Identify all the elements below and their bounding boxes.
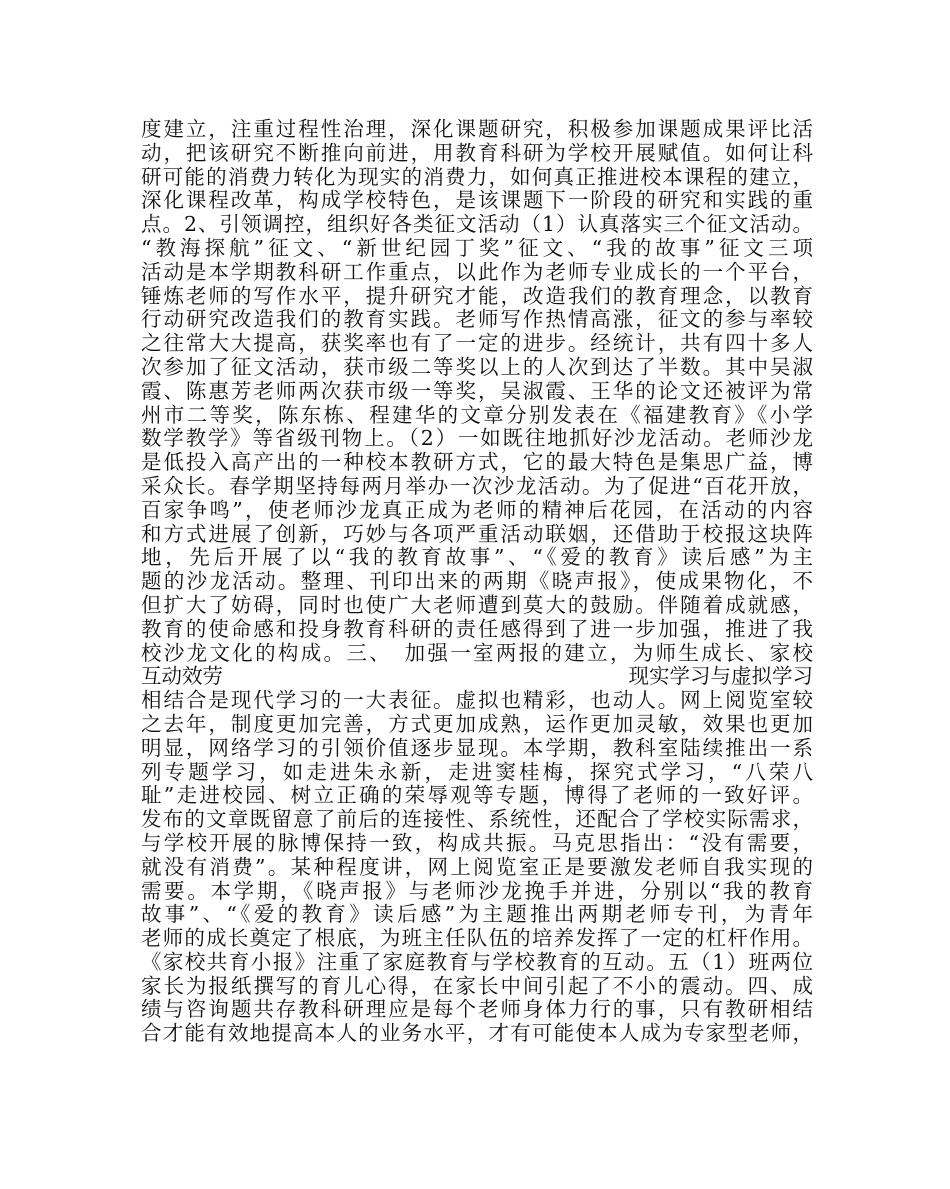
text-line: 行动研究改造我们的教育实践。老师写作热情高涨，征文的参与率较 [141, 307, 813, 332]
text-line: 列专题学习，如走进朱永新，走进窦桂梅，探究式学习，“八荣八 [141, 759, 813, 784]
text-line: 州市二等奖，陈东栋、程建华的文章分别发表在《福建教育》《小学 [141, 402, 813, 427]
split-text-line [141, 665, 813, 689]
text-line: 合才能有效地提高本人的业务水平，才有可能使本人成为专家型老师， [141, 1021, 813, 1046]
text-line: 和方式进展了创新，巧妙与各项严重活动联姻，还借助于校报这块阵 [141, 521, 813, 546]
text-line: 数学教学》等省级刊物上。（2）一如既往地抓好沙龙活动。老师沙龙 [141, 426, 813, 451]
text-line: 故事”、“《爱的教育》读后感”为主题推出两期老师专刊，为青年 [141, 902, 813, 927]
text-line: 家长为报纸撰写的育儿心得，在家长中间引起了不小的震动。四、成 [141, 973, 813, 998]
text-line: 度建立，注重过程性治理，深化课题研究，积极参加课题成果评比活 [141, 117, 813, 141]
text-line: 《家校共育小报》注重了家庭教育与学校教育的互动。五（1）班两位 [141, 949, 813, 974]
text-line: 老师的成长奠定了根底，为班主任队伍的培养发挥了一定的杠杆作用。 [141, 926, 813, 951]
text-line: 绩与咨询题共存教科研理应是每个老师身体力行的事，只有教研相结 [141, 997, 813, 1022]
text-line: 动，把该研究不断推向前进，用教育科研为学校开展赋值。如何让科 [141, 140, 813, 165]
split-line-right: 现实学习与虚拟学习 [628, 664, 813, 689]
text-line: 就没有消费”。某种程度讲，网上阅览室正是要激发老师自我实现的 [141, 854, 813, 879]
text-line: “教海探航”征文、“新世纪园丁奖”征文、“我的故事”征文三项 [141, 235, 813, 260]
text-line: 教育的使命感和投身教育科研的责任感得到了进一步加强，推进了我 [141, 616, 813, 641]
body-text [141, 118, 813, 1046]
text-line: 之往常大大提高，获奖率也有了一定的进步。经统计，共有四十多人 [141, 331, 813, 356]
text-line: 深化课程改革，构成学校特色，是该课题下一阶段的研究和实践的重 [141, 188, 813, 213]
text-line: 之去年，制度更加完善，方式更加成熟，运作更加灵敏，效果也更加 [141, 711, 813, 736]
text-line: 题的沙龙活动。整理、刊印出来的两期《晓声报》，使成果物化，不 [141, 569, 813, 594]
text-line: 地，先后开展了以“我的教育故事”、“《爱的教育》读后感”为主 [141, 545, 813, 570]
text-line: 活动是本学期教科研工作重点，以此作为老师专业成长的一个平台， [141, 259, 813, 284]
text-line: 但扩大了妨碍，同时也使广大老师遭到莫大的鼓励。伴随着成就感， [141, 592, 813, 617]
split-line-left: 互动效劳 [141, 664, 223, 689]
text-line: 锤炼老师的写作水平，提升研究才能，改造我们的教育理念，以教育 [141, 283, 813, 308]
text-line: 采众长。春学期坚持每两月举办一次沙龙活动。为了促进“百花开放， [141, 473, 813, 498]
text-line: 点。2、引领调控，组织好各类征文活动（1）认真落实三个征文活动。 [141, 212, 813, 237]
text-line: 研可能的消费力转化为现实的消费力，如何真正推进校本课程的建立， [141, 164, 813, 189]
text-line: 次参加了征文活动，获市级二等奖以上的人次到达了半数。其中吴淑 [141, 354, 813, 379]
text-line: 霞、陈惠芳老师两次获市级一等奖，吴淑霞、王华的论文还被评为常 [141, 378, 813, 403]
text-line: 相结合是现代学习的一大表征。虚拟也精彩，也动人。网上阅览室较 [141, 688, 813, 713]
text-line: 与学校开展的脉博保持一致，构成共振。马克思指出：“没有需要， [141, 830, 813, 855]
text-line: 发布的文章既留意了前后的连接性、系统性，还配合了学校实际需求， [141, 807, 813, 832]
text-line: 是低投入高产出的一种校本教研方式，它的最大特色是集思广益，博 [141, 450, 813, 475]
text-line: 百家争鸣”，使老师沙龙真正成为老师的精神后花园，在活动的内容 [141, 497, 813, 522]
text-line: 需要。本学期，《晓声报》与老师沙龙挽手并进，分别以“我的教育 [141, 878, 813, 903]
text-line: 明显，网络学习的引领价值逐步显现。本学期，教科室陆续推出一系 [141, 735, 813, 760]
text-line: 耻”走进校园、树立正确的荣辱观等专题，博得了老师的一致好评。 [141, 783, 813, 808]
text-line: 校沙龙文化的构成。三、 加强一室两报的建立，为师生成长、家校 [141, 640, 813, 665]
